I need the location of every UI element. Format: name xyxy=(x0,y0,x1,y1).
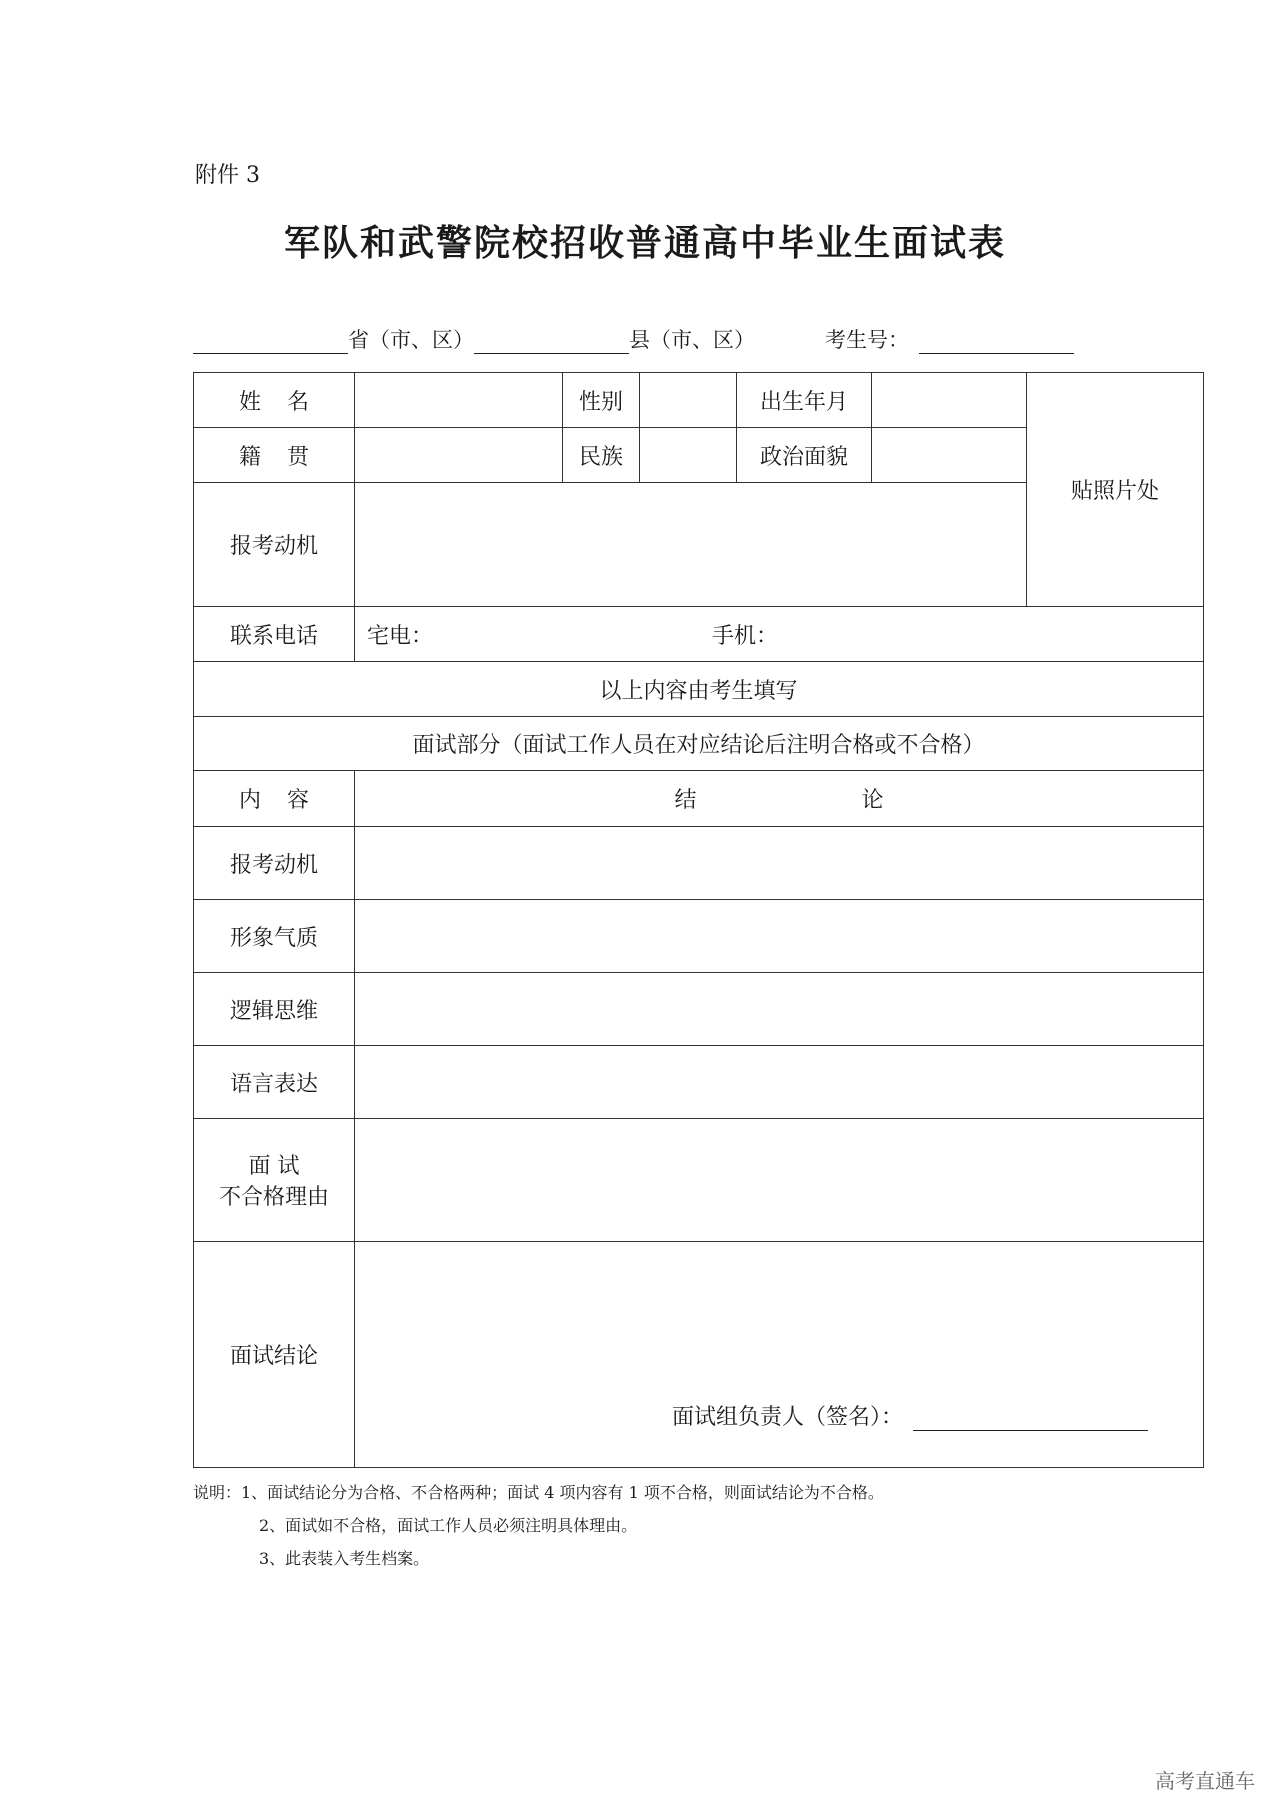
exam-no-blank[interactable] xyxy=(919,331,1074,354)
item-label: 形象气质 xyxy=(194,900,355,973)
header-location-line xyxy=(193,326,755,354)
content-header: 内容 xyxy=(194,771,355,827)
notes xyxy=(193,1476,884,1575)
fail-reason-line2: 不合格理由 xyxy=(218,1185,329,1210)
ethnicity-field[interactable] xyxy=(640,428,737,483)
motivation-label: 报考动机 xyxy=(194,483,355,607)
row-column-headers xyxy=(194,771,1204,827)
mobile-label: 手机： xyxy=(712,623,779,649)
conclusion-header-a: 结 xyxy=(674,788,697,813)
gender-label: 性别 xyxy=(563,373,640,428)
name-field[interactable] xyxy=(355,373,563,428)
home-phone-label: 宅电： xyxy=(367,623,434,649)
gender-field[interactable] xyxy=(640,373,737,428)
row-item xyxy=(194,973,1204,1046)
item-label: 报考动机 xyxy=(194,827,355,900)
row-fail-reason xyxy=(194,1119,1204,1242)
motivation-field[interactable] xyxy=(355,483,1027,607)
fail-reason-line1: 面 试 xyxy=(248,1154,300,1179)
native-field[interactable] xyxy=(355,428,563,483)
signer-label: 面试组负责人（签名）： xyxy=(671,1405,903,1430)
student-fill-note: 以上内容由考生填写 xyxy=(194,662,1204,717)
birth-label: 出生年月 xyxy=(737,373,872,428)
county-label: 县（市、区） xyxy=(629,328,755,352)
province-blank[interactable] xyxy=(193,331,348,354)
signer-blank[interactable] xyxy=(913,1408,1148,1431)
note-item: 说明：1、面试结论分为合格、不合格两种；面试 4 项内容有 1 项不合格，则面试结论为不合格。 xyxy=(193,1483,884,1502)
row-item xyxy=(194,827,1204,900)
interview-section-heading: 面试部分（面试工作人员在对应结论后注明合格或不合格） xyxy=(194,717,1204,771)
fail-reason-label xyxy=(194,1119,355,1242)
result-label: 面试结论 xyxy=(194,1242,355,1468)
ethnicity-label: 民族 xyxy=(563,428,640,483)
row-result xyxy=(194,1242,1204,1468)
form-title: 军队和武警院校招收普通高中毕业生面试表 xyxy=(283,223,1006,264)
phone-field[interactable] xyxy=(355,607,1204,662)
row-student-note xyxy=(194,662,1204,717)
note-item: 3、此表装入考生档案。 xyxy=(259,1549,430,1568)
native-label: 籍贯 xyxy=(194,428,355,483)
political-field[interactable] xyxy=(872,428,1027,483)
attachment-label: 附件 3 xyxy=(195,163,260,188)
interview-form-table xyxy=(193,372,1204,1468)
political-label: 政治面貌 xyxy=(737,428,872,483)
item-conclusion-field[interactable] xyxy=(355,900,1204,973)
province-label: 省（市、区） xyxy=(348,328,474,352)
row-item xyxy=(194,1046,1204,1119)
fail-reason-field[interactable] xyxy=(355,1119,1204,1242)
item-conclusion-field[interactable] xyxy=(355,827,1204,900)
conclusion-header-b: 论 xyxy=(861,788,884,813)
exam-number-line xyxy=(825,326,1074,354)
result-field[interactable] xyxy=(355,1242,1204,1468)
photo-box[interactable]: 贴照片处 xyxy=(1027,373,1204,607)
county-blank[interactable] xyxy=(474,331,629,354)
note-item: 2、面试如不合格，面试工作人员必须注明具体理由。 xyxy=(259,1516,638,1535)
signer-line xyxy=(672,1400,1148,1431)
row-name xyxy=(194,373,1204,428)
item-conclusion-field[interactable] xyxy=(355,1046,1204,1119)
name-label: 姓名 xyxy=(194,373,355,428)
exam-no-label: 考生号： xyxy=(825,328,909,352)
birth-field[interactable] xyxy=(872,373,1027,428)
item-conclusion-field[interactable] xyxy=(355,973,1204,1046)
row-interview-section xyxy=(194,717,1204,771)
row-phone xyxy=(194,607,1204,662)
row-item xyxy=(194,900,1204,973)
item-label: 逻辑思维 xyxy=(194,973,355,1046)
conclusion-header xyxy=(355,771,1204,827)
watermark: 高考直通车 xyxy=(1155,1769,1255,1793)
phone-label: 联系电话 xyxy=(194,607,355,662)
item-label: 语言表达 xyxy=(194,1046,355,1119)
